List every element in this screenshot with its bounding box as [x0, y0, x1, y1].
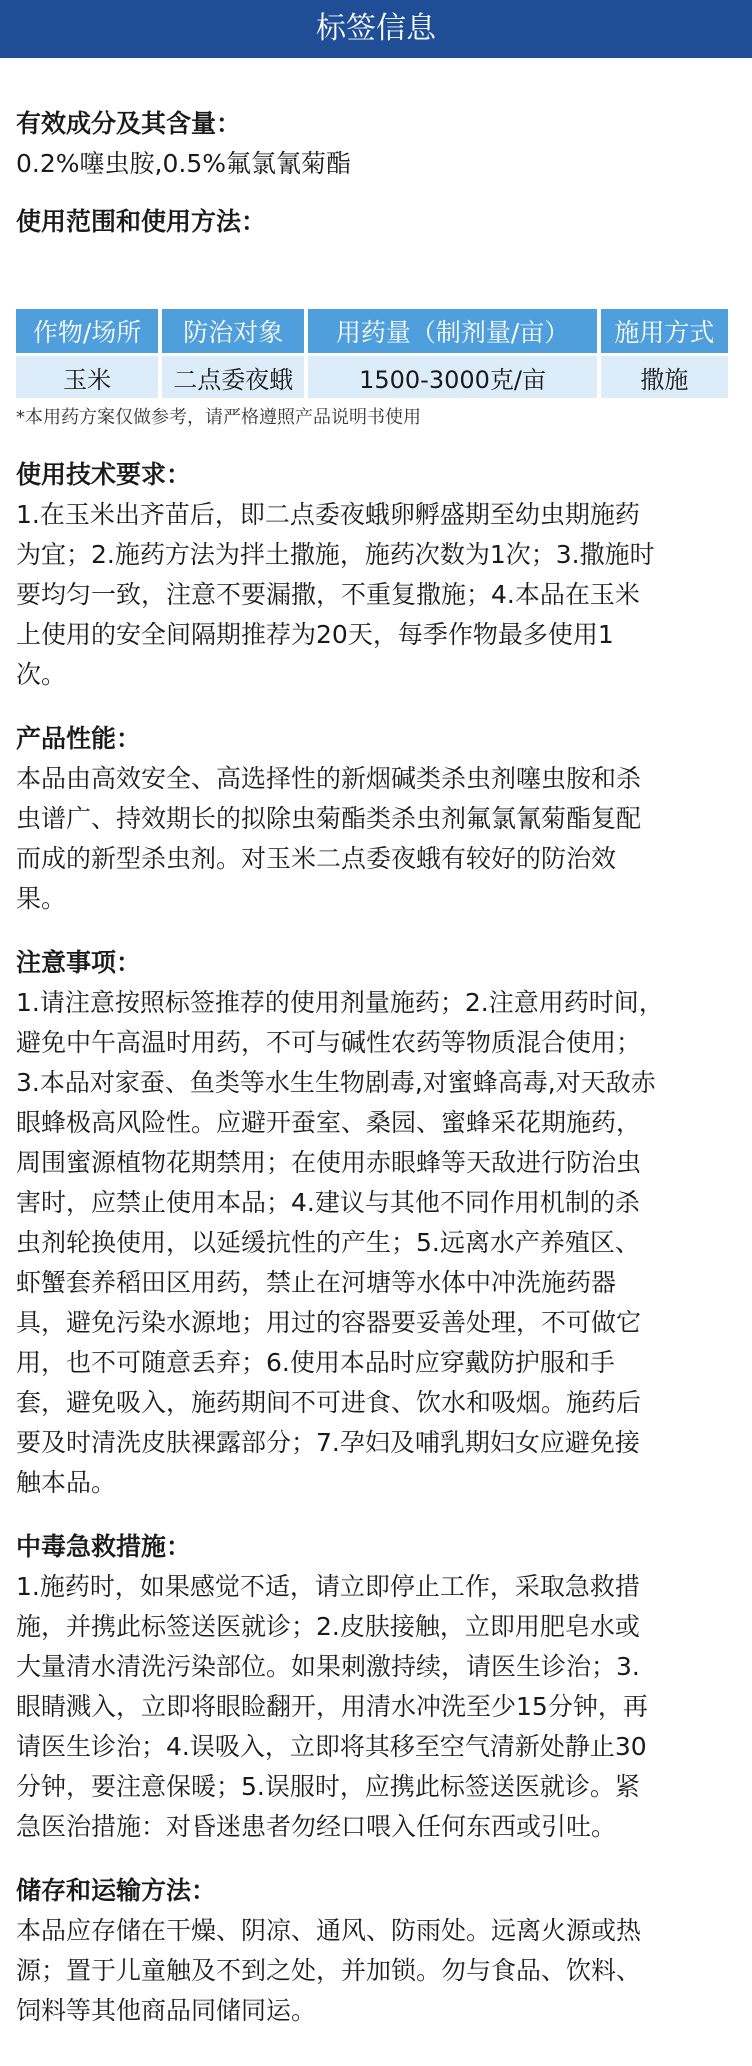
text-line: 请医生诊治；4.误吸入，立即将其移至空气清新处静止30: [16, 1732, 647, 1761]
storage-heading: 储存和运输方法：: [16, 1876, 217, 1905]
technical-heading: 使用技术要求：: [16, 460, 192, 489]
text-line: 套，避免吸入，施药期间不可进食、饮水和吸烟。施药后: [16, 1388, 642, 1417]
table-header-method: 施用方式: [601, 309, 728, 353]
text-line: 上使用的安全间隔期推荐为20天，每季作物最多使用1: [16, 620, 614, 649]
table-header-target: 防治对象: [162, 309, 304, 353]
precautions-text: [16, 983, 736, 1503]
text-line: 虾蟹套养稻田区用药，禁止在河塘等水体中冲洗施药器: [16, 1268, 617, 1297]
table-cell-target: 二点委夜蛾: [162, 356, 304, 398]
text-line: 周围蜜源植物花期禁用；在使用赤眼蜂等天敌进行防治虫: [16, 1148, 642, 1177]
text-line: 分钟，要注意保暖；5.误服时，应携此标签送医就诊。紧: [16, 1772, 640, 1801]
text-line: 虫剂轮换使用，以延缓抗性的产生；5.远离水产养殖区、: [16, 1228, 640, 1257]
text-line: 1.施药时，如果感觉不适，请立即停止工作，采取急救措: [16, 1572, 640, 1601]
first-aid-text: [16, 1567, 736, 1847]
text-line: 1.请注意按照标签推荐的使用剂量施药；2.注意用药时间，: [16, 988, 664, 1017]
performance-heading: 产品性能：: [16, 724, 142, 753]
text-line: 本品由高效安全、高选择性的新烟碱类杀虫剂噻虫胺和杀: [16, 764, 642, 793]
text-line: 要均匀一致，注意不要漏撒，不重复撒施；4.本品在玉米: [16, 580, 640, 609]
text-line: 而成的新型杀虫剂。对玉米二点委夜蛾有较好的防治效: [16, 844, 617, 873]
text-line: 本品应存储在干燥、阴凉、通风、防雨处。远离火源或热: [16, 1916, 642, 1945]
text-line: 饲料等其他商品同储同运。: [16, 1996, 317, 2025]
table-header-crop: 作物/场所: [16, 309, 158, 353]
page-header: [0, 0, 752, 58]
usage-table-header-row: [16, 309, 728, 353]
text-line: 具，避免污染水源地；用过的容器要妥善处理，不可做它: [16, 1308, 642, 1337]
table-cell-crop: 玉米: [16, 356, 158, 398]
usage-note: *本用药方案仅做参考，请严格遵照产品说明书使用: [16, 407, 421, 428]
text-line: 施，并携此标签送医就诊；2.皮肤接触，立即用肥皂水或: [16, 1612, 640, 1641]
text-line: 大量清水清洗污染部位。如果刺激持续，请医生诊治；3.: [16, 1652, 640, 1681]
ingredients-text: 0.2%噻虫胺,0.5%氟氯氰菊酯: [16, 149, 351, 178]
usage-scope-heading: 使用范围和使用方法：: [16, 207, 267, 236]
text-line: 触本品。: [16, 1468, 117, 1497]
text-line: 要及时清洗皮肤裸露部分；7.孕妇及哺乳期妇女应避免接: [16, 1428, 640, 1457]
table-cell-dosage: 1500-3000克/亩: [308, 356, 596, 398]
first-aid-heading: 中毒急救措施：: [16, 1532, 192, 1561]
text-line: 害时，应禁止使用本品；4.建议与其他不同作用机制的杀: [16, 1188, 640, 1217]
storage-text: [16, 1911, 736, 2031]
table-cell-method: 撒施: [601, 356, 728, 398]
text-line: 眼蜂极高风险性。应避开蚕室、桑园、蜜蜂采花期施药，: [16, 1108, 642, 1137]
text-line: 避免中午高温时用药，不可与碱性农药等物质混合使用；: [16, 1028, 642, 1057]
text-line: 用，也不可随意丢弃；6.使用本品时应穿戴防护服和手: [16, 1348, 615, 1377]
text-line: 急医治措施：对昏迷患者勿经口喂入任何东西或引吐。: [16, 1812, 617, 1841]
table-header-dosage: 用药量（制剂量/亩）: [308, 309, 596, 353]
table-row: [16, 356, 728, 398]
ingredients-heading: 有效成分及其含量：: [16, 109, 242, 138]
header-title: 标签信息: [316, 11, 436, 46]
text-line: 虫谱广、持效期长的拟除虫菊酯类杀虫剂氟氯氰菊酯复配: [16, 804, 642, 833]
text-line: 源；置于儿童触及不到之处，并加锁。勿与食品、饮料、: [16, 1956, 642, 1985]
text-line: 果。: [16, 884, 67, 913]
precautions-heading: 注意事项：: [16, 948, 142, 977]
text-line: 1.在玉米出齐苗后，即二点委夜蛾卵孵盛期至幼虫期施药: [16, 500, 640, 529]
technical-text: [16, 495, 736, 695]
text-line: 眼睛溅入，立即将眼睑翻开，用清水冲洗至少15分钟，再: [16, 1692, 648, 1721]
text-line: 为宜；2.施药方法为拌土撒施，施药次数为1次；3.撒施时: [16, 540, 655, 569]
text-line: 次。: [16, 660, 67, 689]
performance-text: [16, 759, 736, 919]
text-line: 3.本品对家蚕、鱼类等水生生物剧毒,对蜜蜂高毒,对天敌赤: [16, 1068, 656, 1097]
usage-table: [12, 306, 732, 401]
label-content: [0, 104, 752, 2031]
